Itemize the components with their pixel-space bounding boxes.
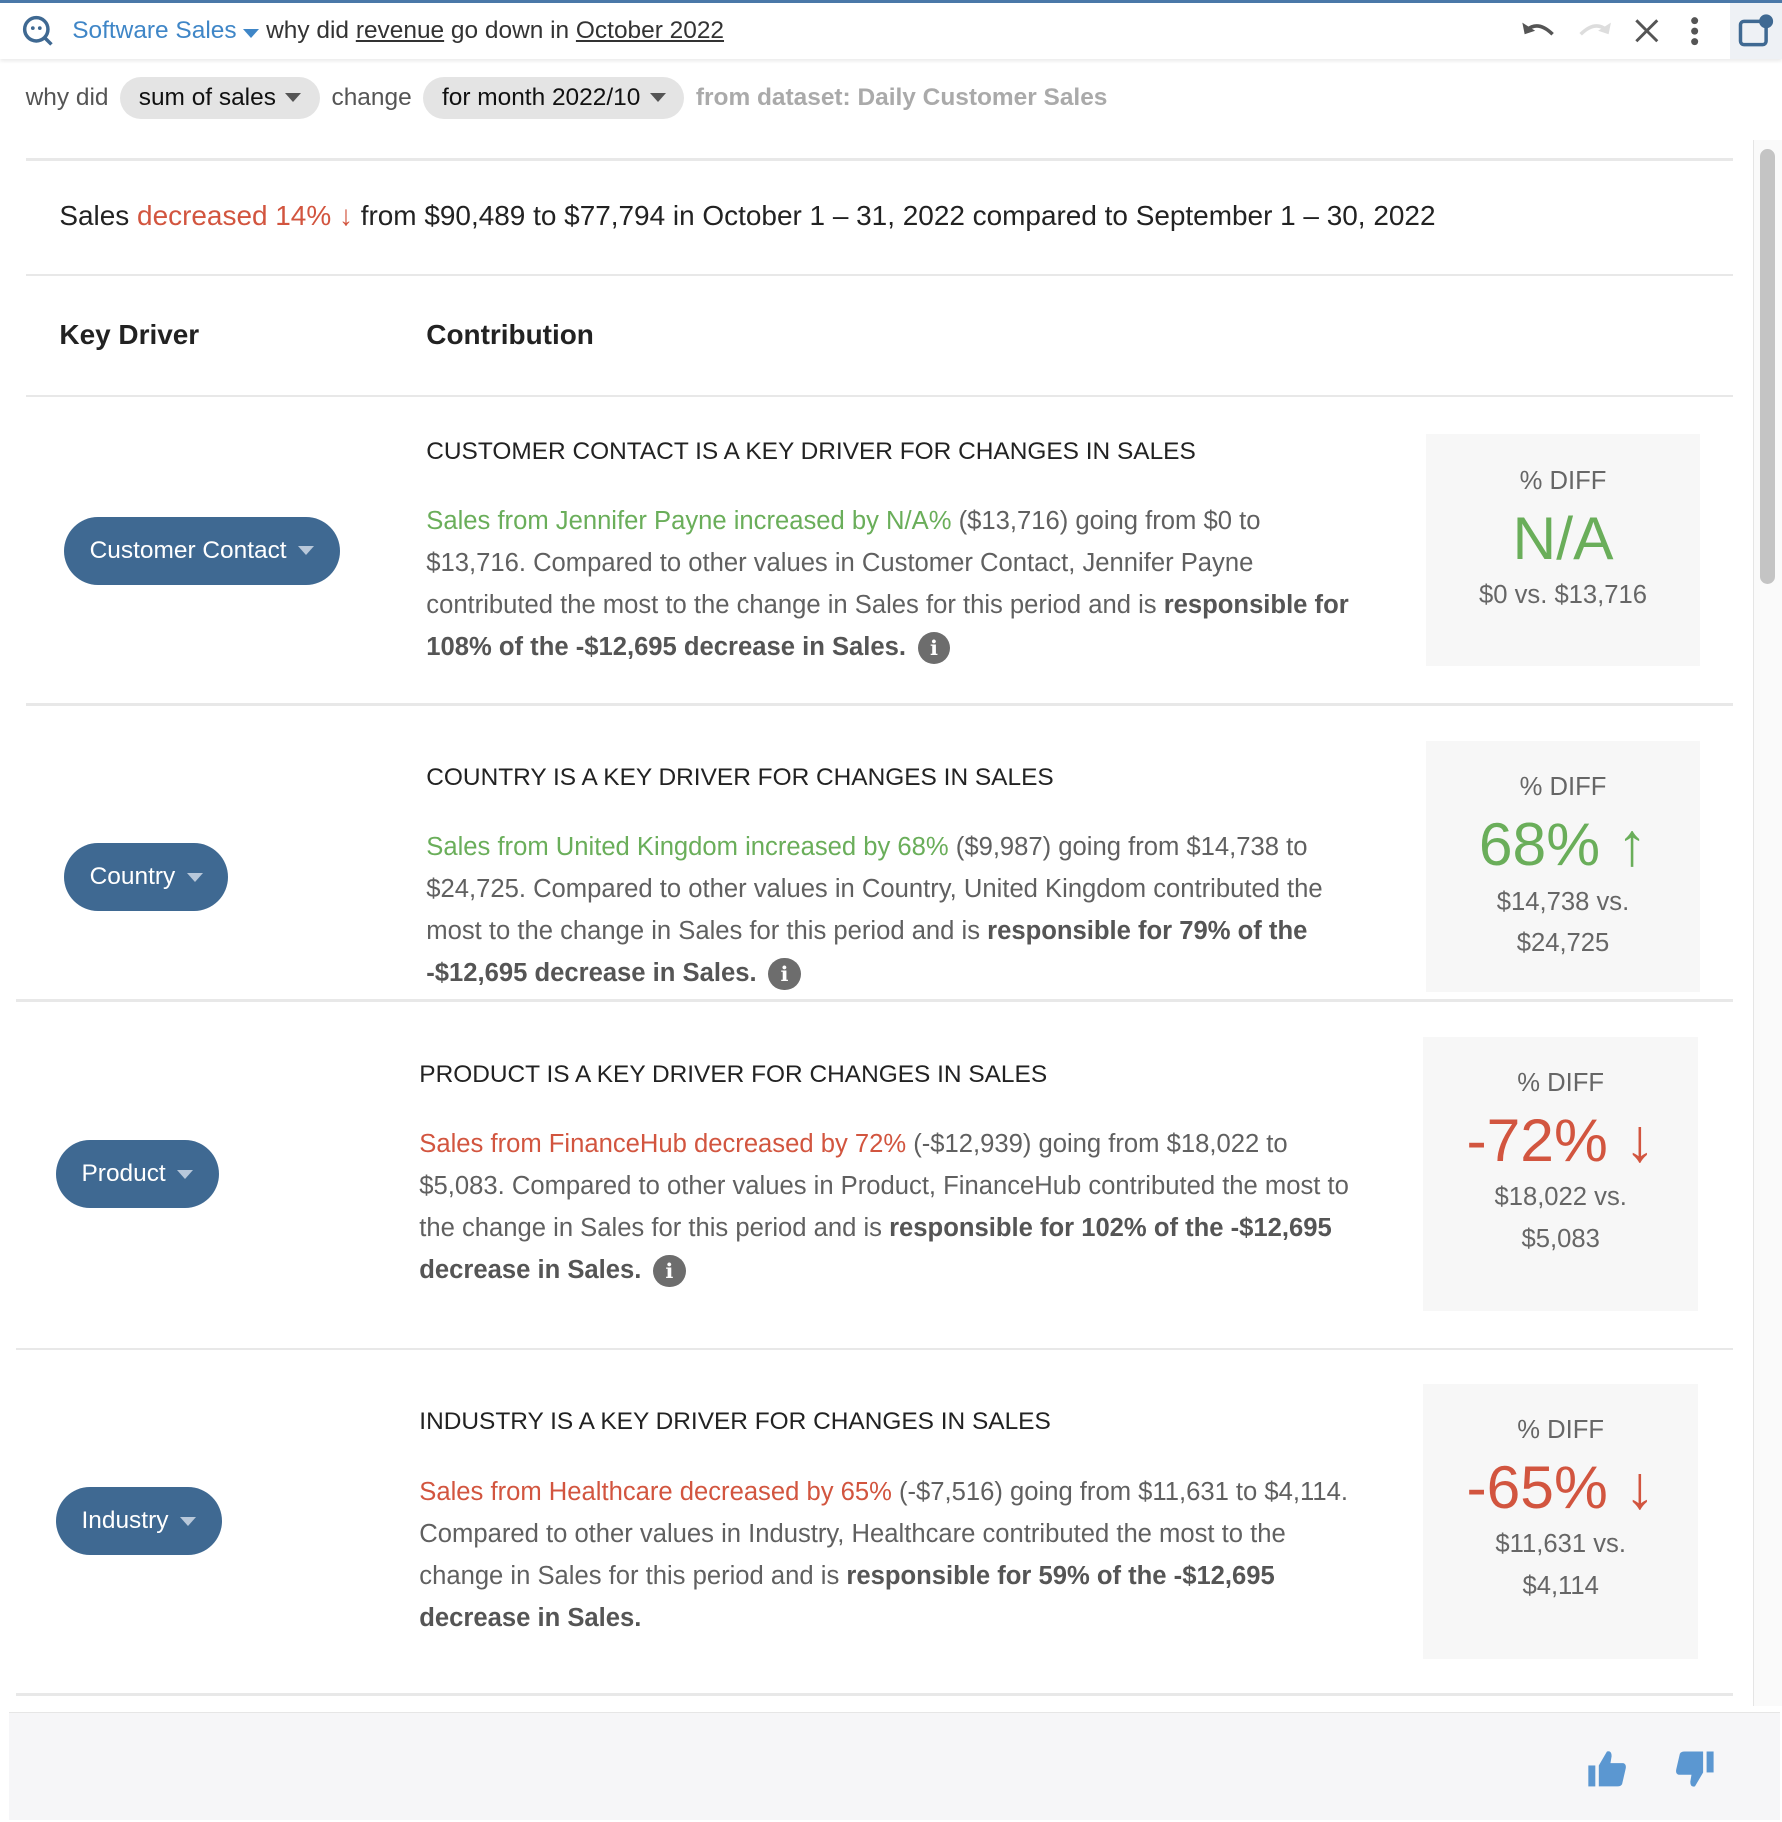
thumbs-up-icon[interactable] bbox=[1584, 1746, 1631, 1793]
close-icon[interactable] bbox=[1631, 15, 1664, 48]
percent-value: 68% bbox=[1478, 810, 1601, 878]
arrow-down-icon: ↓ bbox=[338, 200, 353, 232]
chevron-down-icon bbox=[177, 1170, 193, 1179]
summary-change bbox=[137, 200, 353, 231]
why-did-label: why did bbox=[25, 83, 109, 111]
driver-explanation bbox=[419, 1472, 1351, 1640]
info-icon[interactable]: i bbox=[918, 632, 951, 665]
value-comparison: $14,738 vs. $24,725 bbox=[1496, 887, 1630, 958]
query-interpretation bbox=[26, 77, 1108, 119]
feedback-footer bbox=[9, 1712, 1779, 1820]
percent-diff-value bbox=[1423, 1103, 1698, 1178]
driver-highlight: Sales from FinanceHub decreased by 72% bbox=[419, 1129, 907, 1158]
chevron-down-icon bbox=[243, 29, 259, 38]
thumbs-down-icon[interactable] bbox=[1671, 1746, 1718, 1793]
query-mid: go down in bbox=[450, 16, 570, 44]
percent-value: N/A bbox=[1512, 503, 1614, 572]
divider bbox=[16, 1348, 1733, 1350]
contribution-header: Contribution bbox=[426, 319, 594, 351]
percent-value: -65% bbox=[1466, 1452, 1608, 1521]
dataset-label: from dataset: Daily Customer Sales bbox=[695, 83, 1108, 111]
driver-label: Industry bbox=[81, 1507, 169, 1535]
percent-diff-label: % DIFF bbox=[1517, 1416, 1605, 1445]
value-comparison: $11,631 vs. $4,114 bbox=[1495, 1530, 1626, 1601]
driver-detail: (-$7,516) going from $11,631 to $4,114. Compared to other values in Industry, Healthcare contributed the most to the change in Sales for this period and is bbox=[419, 1478, 1348, 1591]
driver-dropdown[interactable] bbox=[64, 517, 340, 585]
percent-diff-value bbox=[1426, 501, 1701, 576]
percent-diff-label: % DIFF bbox=[1519, 773, 1607, 802]
undo-icon[interactable] bbox=[1519, 12, 1559, 52]
divider bbox=[26, 395, 1733, 397]
driver-title: COUNTRY IS A KEY DRIVER FOR CHANGES IN SALES bbox=[426, 764, 1054, 792]
arrow-down-icon: ↓ bbox=[1624, 1452, 1655, 1521]
redo-icon[interactable] bbox=[1575, 12, 1615, 52]
query-date[interactable]: October 2022 bbox=[575, 16, 725, 44]
divider bbox=[26, 703, 1733, 705]
driver-highlight: Sales from Healthcare decreased by 65% bbox=[419, 1478, 892, 1507]
chevron-down-icon bbox=[187, 873, 203, 882]
driver-detail: ($13,716) going from $0 to $13,716. Compared to other values in Customer Contact, Jennifer Payne contributed the most to the change in Sales for this period and is bbox=[426, 506, 1261, 619]
chevron-down-icon bbox=[650, 93, 666, 102]
pin-panel-icon[interactable] bbox=[1730, 3, 1782, 59]
arrow-up-icon: ↑ bbox=[1616, 810, 1648, 878]
percent-value: -72% bbox=[1466, 1105, 1608, 1174]
summary-text bbox=[59, 200, 1435, 232]
value-comparison: $0 vs. $13,716 bbox=[1479, 581, 1648, 610]
driver-dropdown[interactable] bbox=[56, 1487, 222, 1555]
driver-responsibility: responsible for 108% of the -$12,695 decrease in Sales. bbox=[426, 590, 1349, 661]
driver-explanation bbox=[426, 827, 1358, 995]
driver-highlight: Sales from Jennifer Payne increased by N/A% bbox=[426, 506, 952, 535]
summary-detail: from $90,489 to $77,794 in October 1 – 31, 2022 compared to September 1 – 30, 2022 bbox=[360, 200, 1436, 232]
metric-dropdown[interactable] bbox=[120, 77, 320, 119]
driver-highlight: Sales from United Kingdom increased by 68% bbox=[426, 832, 949, 861]
percent-diff-label: % DIFF bbox=[1517, 1069, 1605, 1098]
period-dropdown[interactable] bbox=[423, 77, 684, 119]
arrow-down-icon: ↓ bbox=[1624, 1105, 1655, 1174]
driver-explanation bbox=[426, 501, 1358, 669]
driver-label: Customer Contact bbox=[89, 536, 287, 564]
divider bbox=[26, 274, 1733, 276]
percent-diff-value bbox=[1426, 807, 1701, 882]
percent-diff-label: % DIFF bbox=[1519, 467, 1607, 496]
chevron-down-icon bbox=[180, 1517, 196, 1526]
driver-responsibility: responsible for 59% of the -$12,695 decrease in Sales. bbox=[419, 1562, 1275, 1632]
query-term[interactable]: revenue bbox=[355, 16, 445, 44]
summary-change-value: decreased 14% bbox=[137, 200, 332, 232]
percent-diff-card bbox=[1426, 434, 1701, 666]
change-label: change bbox=[331, 83, 412, 111]
driver-title: CUSTOMER CONTACT IS A KEY DRIVER FOR CHANGES IN SALES bbox=[426, 437, 1196, 465]
topic-label: Software Sales bbox=[72, 16, 237, 44]
info-icon[interactable]: i bbox=[768, 958, 801, 991]
chevron-down-icon bbox=[298, 546, 314, 555]
driver-dropdown[interactable] bbox=[56, 1140, 219, 1208]
query-bar bbox=[0, 0, 1782, 59]
summary-metric: Sales bbox=[59, 200, 130, 232]
driver-title: PRODUCT IS A KEY DRIVER FOR CHANGES IN SALES bbox=[419, 1061, 1048, 1089]
key-driver-header: Key Driver bbox=[59, 319, 200, 351]
metric-label: sum of sales bbox=[138, 83, 276, 111]
query-prefix: why did bbox=[266, 16, 350, 44]
percent-diff-card bbox=[1423, 1037, 1698, 1312]
more-options-icon[interactable] bbox=[1681, 15, 1709, 48]
percent-diff-value bbox=[1423, 1450, 1698, 1525]
driver-label: Country bbox=[89, 863, 176, 890]
chevron-down-icon bbox=[285, 93, 301, 102]
driver-title: INDUSTRY IS A KEY DRIVER FOR CHANGES IN SALES bbox=[419, 1408, 1051, 1436]
percent-diff-card bbox=[1426, 741, 1701, 993]
driver-label: Product bbox=[81, 1160, 166, 1187]
period-label: for month 2022/10 bbox=[441, 83, 641, 111]
divider bbox=[16, 1693, 1733, 1695]
q-search-icon bbox=[19, 12, 56, 49]
info-icon[interactable]: i bbox=[653, 1255, 686, 1288]
percent-diff-card bbox=[1423, 1384, 1698, 1659]
driver-detail: (-$12,939) going from $18,022 to $5,083. Compared to other values in Product, FinanceHub contributed the most to the change in Sales for this period and is bbox=[419, 1129, 1349, 1242]
scrollbar-thumb[interactable] bbox=[1760, 149, 1775, 583]
value-comparison: $18,022 vs. $5,083 bbox=[1494, 1183, 1627, 1254]
topic-selector[interactable] bbox=[72, 17, 259, 44]
driver-responsibility: responsible for 79% of the -$12,695 decrease in Sales. bbox=[426, 916, 1308, 987]
driver-detail: ($9,987) going from $14,738 to $24,725. Compared to other values in Country, United Kingdom contributed the most to the change in Sales for this period and is bbox=[426, 832, 1323, 945]
driver-dropdown[interactable] bbox=[64, 843, 228, 911]
divider bbox=[16, 999, 1733, 1001]
driver-explanation bbox=[419, 1124, 1351, 1292]
divider bbox=[26, 158, 1733, 160]
driver-responsibility: responsible for 102% of the -$12,695 decrease in Sales. bbox=[419, 1213, 1332, 1284]
query-text[interactable] bbox=[72, 17, 724, 45]
